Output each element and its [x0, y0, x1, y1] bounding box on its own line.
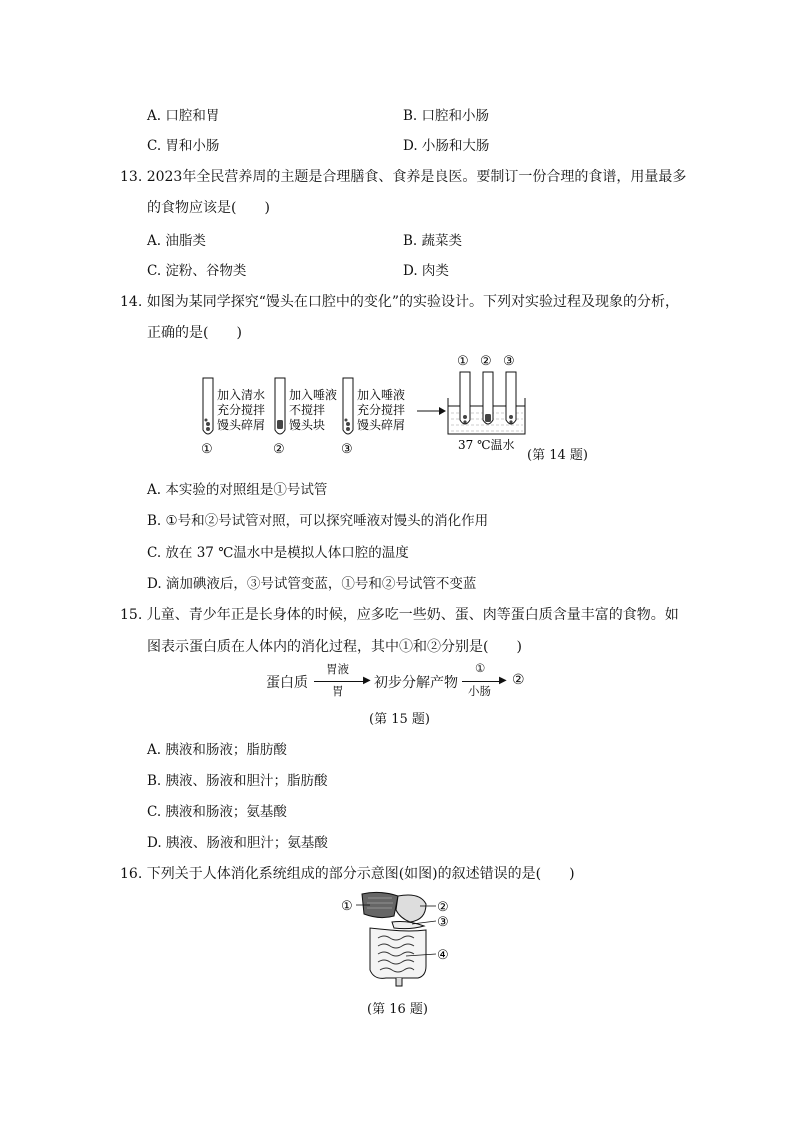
arrow1-top-label: 胃液 — [326, 662, 349, 676]
q16-stem-line1: 16. 下列关于人体消化系统组成的部分示意图(如图)的叙述错误的是( ) — [120, 866, 575, 882]
q15-option-a: A. 胰液和肠液；脂肪酸 — [147, 742, 287, 758]
q14-stem-line2: 正确的是( ) — [147, 325, 242, 341]
q13-stem-line2: 的食物应该是( ) — [147, 200, 270, 216]
q15-option-c: C. 胰液和肠液；氨基酸 — [147, 804, 287, 820]
diagram-end: ② — [512, 672, 525, 688]
q12-option-d: D. 小肠和大肠 — [403, 138, 490, 154]
tube2-text-2: 不搅拌 — [289, 403, 326, 417]
bath-tube1-number: ① — [457, 354, 469, 369]
tube1-number: ① — [201, 442, 213, 457]
large-intestine-icon — [370, 928, 426, 978]
arrow1-bottom-label: 胃 — [332, 684, 344, 698]
tube3-number: ③ — [341, 442, 353, 457]
q15-stem-line1: 15. 儿童、青少年正是长身体的时候，应多吃一些奶、蛋、肉等蛋白质含量丰富的食物。如 — [120, 607, 679, 623]
tube3-text-1: 加入唾液 — [357, 388, 406, 402]
arrow2-line — [462, 681, 502, 682]
q13-option-a: A. 油脂类 — [147, 233, 206, 249]
q13-option-d: D. 肉类 — [403, 263, 449, 279]
q15-stem-line2: 图表示蛋白质在人体内的消化过程，其中①和②分别是( ) — [147, 639, 522, 655]
q13-option-c: C. 淀粉、谷物类 — [147, 263, 247, 279]
tube1-text-3: 馒头碎屑 — [217, 418, 266, 432]
tube3-text-2: 充分搅拌 — [357, 403, 406, 417]
arrow2-top-label: ① — [475, 661, 486, 675]
q13-stem-line1: 13. 2023年全民营养周的主题是合理膳食、食养是良医。要制订一份合理的食谱，用量最多 — [120, 169, 687, 185]
tube3-text-3: 馒头碎屑 — [357, 418, 406, 432]
diagram-middle: 初步分解产物 — [374, 675, 458, 691]
arrow1-head-icon: ▶ — [363, 675, 371, 686]
q16-caption: (第 16 题) — [367, 1002, 428, 1017]
arrow2-head-icon: ▶ — [499, 675, 507, 686]
digestive-system-figure — [340, 888, 455, 988]
label-2: ② — [437, 900, 449, 915]
label-1: ① — [341, 899, 353, 914]
pancreas-icon — [392, 922, 424, 929]
q14-option-d: D. 滴加碘液后，③号试管变蓝，①号和②号试管不变蓝 — [147, 576, 477, 592]
bath-tube2-number: ② — [480, 354, 492, 369]
q14-option-b: B. ①号和②号试管对照，可以探究唾液对馒头的消化作用 — [147, 513, 489, 529]
tube1-text-2: 充分搅拌 — [217, 403, 266, 417]
arrow2-bottom-label: 小肠 — [468, 684, 491, 698]
tube2-text-3: 馒头块 — [289, 418, 326, 432]
q15-caption: (第 15 题) — [369, 712, 430, 727]
tube2-number: ② — [273, 442, 285, 457]
q15-option-d: D. 胰液、肠液和胆汁；氨基酸 — [147, 835, 328, 851]
q12-option-b: B. 口腔和小肠 — [403, 108, 490, 124]
label-4: ④ — [437, 948, 449, 963]
q12-option-c: C. 胃和小肠 — [147, 138, 220, 154]
q15-option-b: B. 胰液、肠液和胆汁；脂肪酸 — [147, 773, 328, 789]
q14-option-c: C. 放在 37 ℃温水中是模拟人体口腔的温度 — [147, 545, 409, 561]
water-bath-label: 37 ℃温水 — [458, 438, 515, 452]
q12-option-a: A. 口腔和胃 — [147, 108, 220, 124]
diagram-start: 蛋白质 — [266, 675, 308, 691]
q14-caption: (第 14 题) — [527, 448, 588, 463]
stomach-icon — [396, 895, 426, 922]
tube2-text-1: 加入唾液 — [289, 388, 338, 402]
label-3: ③ — [437, 915, 449, 930]
q14-stem-line1: 14. 如图为某同学探究“馒头在口腔中的变化”的实验设计。下列对实验过程及现象的分析， — [120, 294, 680, 310]
q14-experiment-figure — [195, 350, 535, 460]
q13-option-b: B. 蔬菜类 — [403, 233, 463, 249]
q14-option-a: A. 本实验的对照组是①号试管 — [147, 482, 328, 498]
arrow1-line — [314, 681, 366, 682]
q15-digestion-diagram — [266, 661, 536, 701]
arrow-icon — [417, 407, 446, 415]
bath-tube3-number: ③ — [503, 354, 515, 369]
tube1-text-1: 加入清水 — [217, 388, 266, 402]
